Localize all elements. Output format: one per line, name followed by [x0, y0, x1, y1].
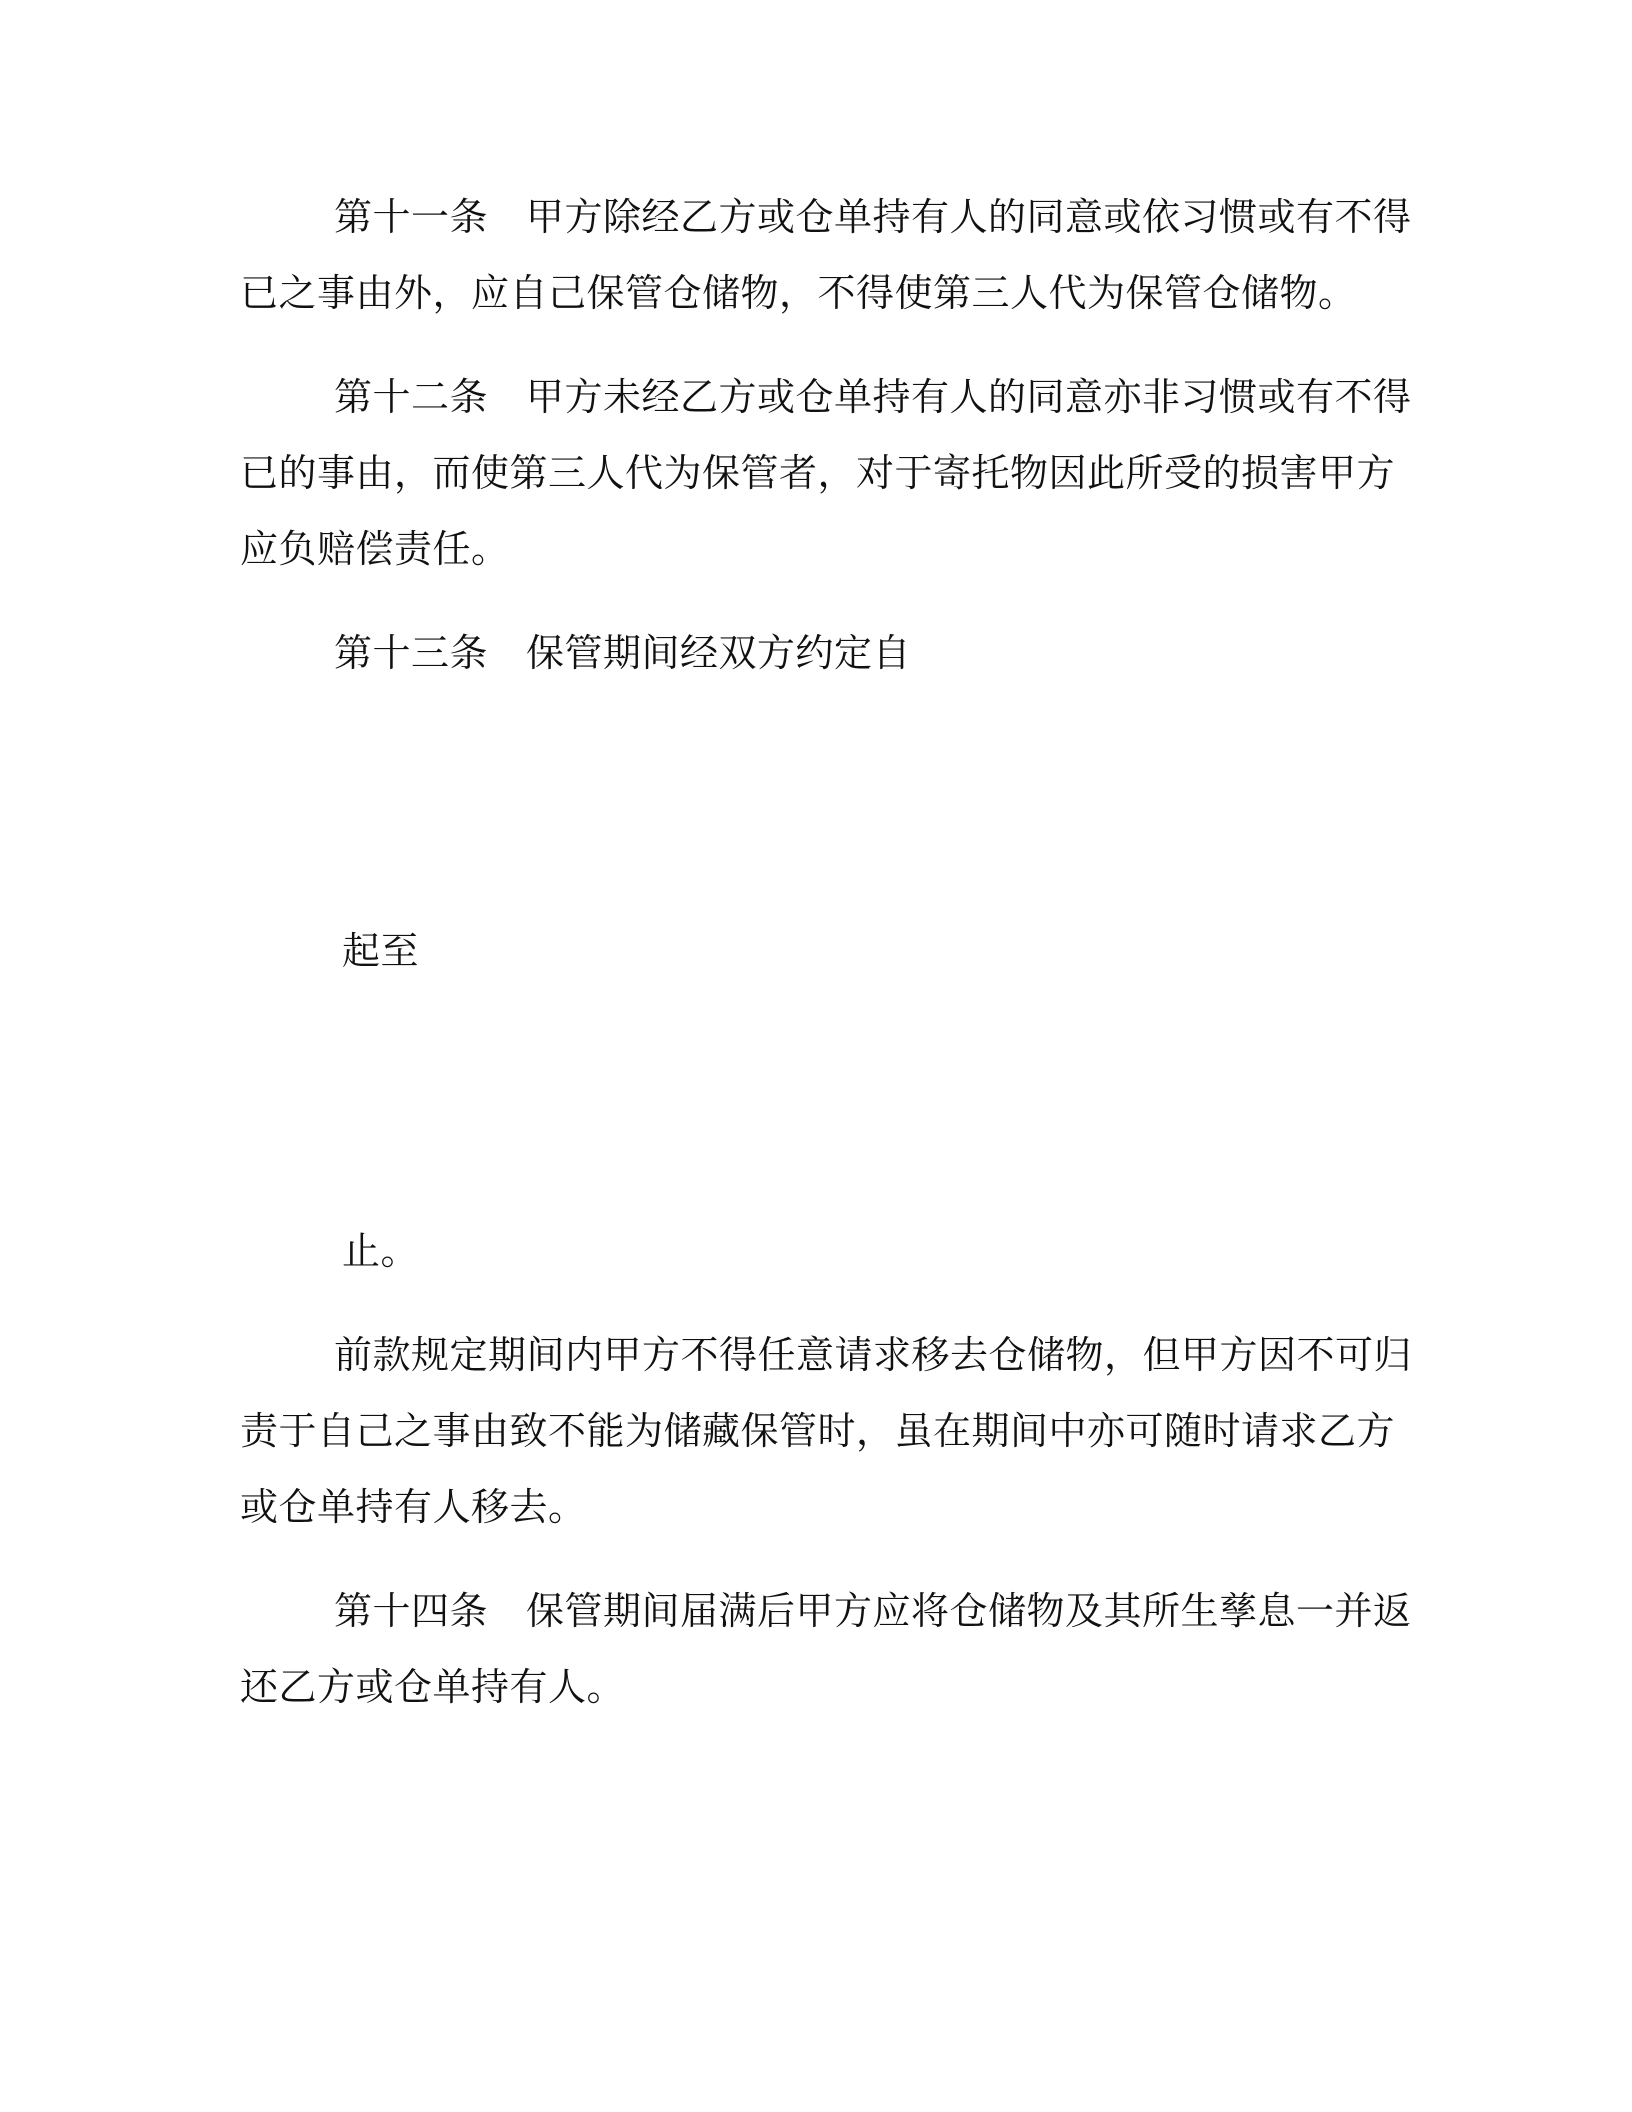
article-11-line-2: 已之事由外，应自己保管仓储物，不得使第三人代为保管仓储物。 [240, 271, 1357, 315]
article-12-line-2: 已的事由，而使第三人代为保管者，对于寄托物因此所受的损害甲方 [240, 451, 1396, 495]
article-12-text-1: 甲方未经乙方或仓单持有人的同意亦非习惯或有不得 [526, 375, 1412, 419]
article-13-heading: 第十三条 [334, 631, 489, 675]
article-11-heading: 第十一条 [334, 195, 489, 239]
article-14-line-2: 还乙方或仓单持有人。 [240, 1665, 626, 1709]
article-12-heading: 第十二条 [334, 375, 489, 419]
article-12-line-3: 应负赔偿责任。 [240, 527, 510, 571]
article-14-heading: 第十四条 [334, 1589, 489, 1633]
article-13-from-label: 起至 [342, 929, 420, 973]
article-11-line-1 [334, 195, 1412, 239]
article-13-line-1 [334, 631, 912, 675]
article-13-text-1: 保管期间经双方约定自 [526, 631, 912, 675]
article-14-line-1 [334, 1589, 1412, 1633]
article-13-para2-line-1: 前款规定期间内甲方不得任意请求移去仓储物，但甲方因不可归 [334, 1333, 1413, 1377]
article-13-para2-line-3: 或仓单持有人移去。 [240, 1485, 587, 1529]
article-13-para2-line-2: 责于自己之事由致不能为储藏保管时，虽在期间中亦可随时请求乙方 [240, 1409, 1396, 1453]
article-12-line-1 [334, 375, 1412, 419]
article-14-text-1: 保管期间届满后甲方应将仓储物及其所生孳息一并返 [526, 1589, 1412, 1633]
article-13-end-label: 止。 [342, 1229, 420, 1273]
article-11-text-1: 甲方除经乙方或仓单持有人的同意或依习惯或有不得 [526, 195, 1412, 239]
